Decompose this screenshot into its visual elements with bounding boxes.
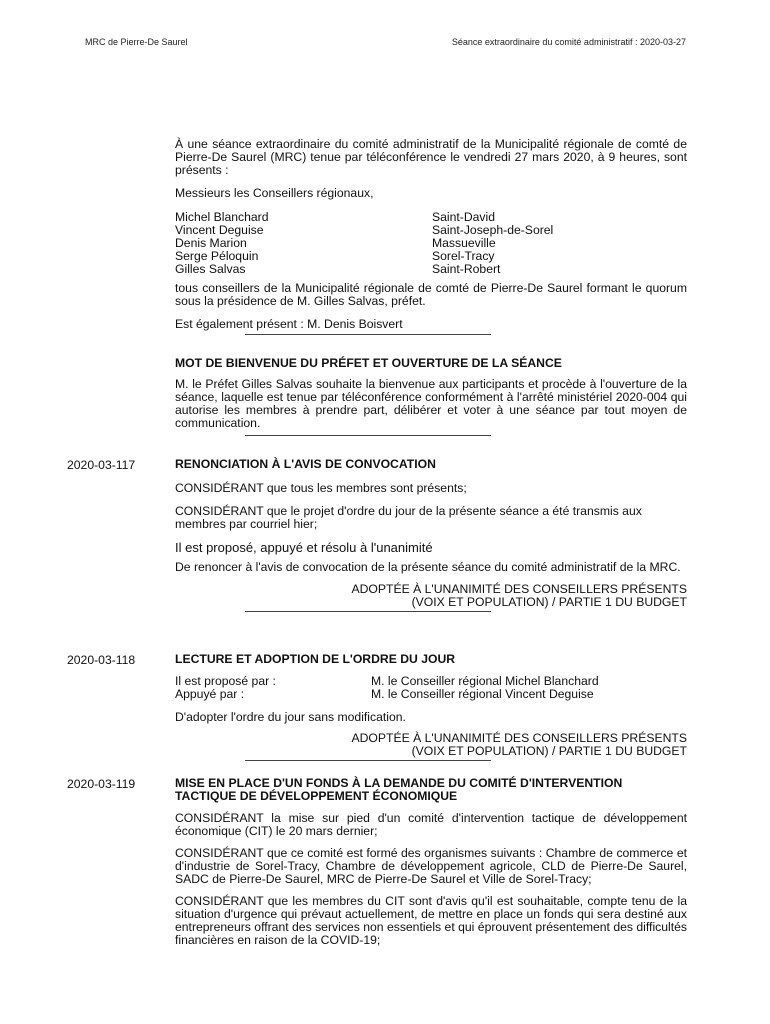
- adoption-line: ADOPTÉE À L'UNANIMITÉ DES CONSEILLERS PRÉSENTS: [351, 731, 687, 745]
- member-name: Denis Marion: [175, 236, 247, 250]
- resolution-number: 2020-03-118: [67, 653, 136, 667]
- welcome-title: MOT DE BIENVENUE DU PRÉFET ET OUVERTURE DE LA SÉANCE: [175, 356, 562, 370]
- quorum-paragraph: tous conseillers de la Municipalité régionale de comté de Pierre-De Saurel formant le quorum sous la présidence de M. Gilles Salvas, préfet.: [175, 281, 687, 308]
- members-list: [175, 211, 687, 276]
- resolution-title: LECTURE ET ADOPTION DE L'ORDRE DU JOUR: [175, 652, 456, 666]
- considerant: CONSIDÉRANT que le projet d'ordre du jour de la présente séance a été transmis aux membres par courriel hier;: [175, 504, 642, 531]
- seconded-by-row: [175, 688, 687, 701]
- adoption-line: ADOPTÉE À L'UNANIMITÉ DES CONSEILLERS PRÉSENTS: [351, 582, 687, 596]
- considerant: CONSIDÉRANT que ce comité est formé des organismes suivants : Chambre de commerce et d'industrie de Sorel-Tracy, Chambre de développement agricole, CLD de Pierre-De Saurel, SADC de Pierre-De Saurel, MRC de Pierre-De Saurel et Ville de Sorel-Tracy;: [175, 846, 687, 886]
- member-name: Michel Blanchard: [175, 210, 269, 224]
- seconded-value: M. le Conseiller régional Vincent Deguise: [371, 687, 594, 701]
- resolution-118: [175, 653, 687, 761]
- header-session-date: Séance extraordinaire du comité administratif : 2020-03-27: [451, 37, 686, 47]
- member-place: Massueville: [432, 236, 496, 250]
- member-place: Saint-Joseph-de-Sorel: [432, 223, 554, 237]
- proposed-label: Il est proposé par :: [175, 674, 276, 688]
- member-place: Saint-Robert: [432, 262, 501, 276]
- member-name: Vincent Deguise: [175, 223, 264, 237]
- seconded-label: Appuyé par :: [175, 687, 245, 701]
- member-name: Serge Péloquin: [175, 249, 259, 263]
- messieurs-line: Messieurs les Conseillers régionaux,: [175, 186, 374, 200]
- member-row: [175, 224, 687, 237]
- welcome-section: [175, 357, 687, 436]
- intro-section: [175, 138, 687, 335]
- member-place: Sorel-Tracy: [432, 249, 495, 263]
- resolution-text: D'adopter l'ordre du jour sans modification.: [175, 710, 406, 724]
- resolution-119: [175, 777, 687, 947]
- separator-rule: [245, 760, 491, 761]
- member-row: [175, 250, 687, 263]
- also-present: Est également présent : M. Denis Boisvert: [175, 317, 403, 331]
- resolution-number: 2020-03-119: [67, 777, 136, 791]
- resolution-title: MISE EN PLACE D'UN FONDS À LA DEMANDE DU COMITÉ D'INTERVENTION TACTIQUE DE DÉVELOPPEMENT ÉCONOMIQUE: [175, 776, 623, 803]
- proposed-value: M. le Conseiller régional Michel Blanchard: [371, 674, 599, 688]
- member-row: [175, 263, 687, 276]
- resolution-text: De renoncer à l'avis de convocation de la présente séance du comité administratif de la MRC.: [175, 560, 681, 574]
- intro-paragraph: À une séance extraordinaire du comité administratif de la Municipalité régionale de comté de Pierre-De Saurel (MRC) tenue par téléconférence le vendredi 27 mars 2020, à 9 heures, sont présents :: [175, 137, 687, 177]
- resolution-number: 2020-03-117: [67, 458, 136, 472]
- considerant: CONSIDÉRANT la mise sur pied d'un comité d'intervention tactique de développement économique (CIT) le 20 mars dernier;: [175, 811, 687, 838]
- separator-rule: [245, 611, 491, 612]
- header-organization: MRC de Pierre-De Saurel: [85, 37, 188, 47]
- separator-rule: [245, 334, 491, 335]
- considerant: CONSIDÉRANT que tous les membres sont présents;: [175, 481, 467, 495]
- proposal-line: Il est proposé, appuyé et résolu à l'unanimité: [175, 540, 433, 555]
- resolution-117: [175, 458, 687, 612]
- resolution-title: RENONCIATION À L'AVIS DE CONVOCATION: [175, 457, 436, 471]
- adoption-detail: (VOIX ET POPULATION) / PARTIE 1 DU BUDGET: [411, 744, 687, 758]
- separator-rule: [245, 435, 491, 436]
- welcome-text: M. le Préfet Gilles Salvas souhaite la bienvenue aux participants et procède à l'ouverture de la séance, laquelle est tenue par téléconférence conformément à l'arrêté ministériel 2020-004 qui autorise les membres à prendre part, délibérer et voter à une séance par tout moyen de communication.: [175, 377, 687, 430]
- adoption-detail: (VOIX ET POPULATION) / PARTIE 1 DU BUDGET: [411, 595, 687, 609]
- considerant: CONSIDÉRANT que les membres du CIT sont d'avis qu'il est souhaitable, compte tenu de la situation d'urgence qui prévaut actuellement, de mettre en place un fonds qui sera destiné aux entrepreneurs offrant des services non essentiels et qui éprouvent présentement des difficultés financières en raison de la COVID-19;: [175, 894, 687, 947]
- member-name: Gilles Salvas: [175, 262, 246, 276]
- member-place: Saint-David: [432, 210, 495, 224]
